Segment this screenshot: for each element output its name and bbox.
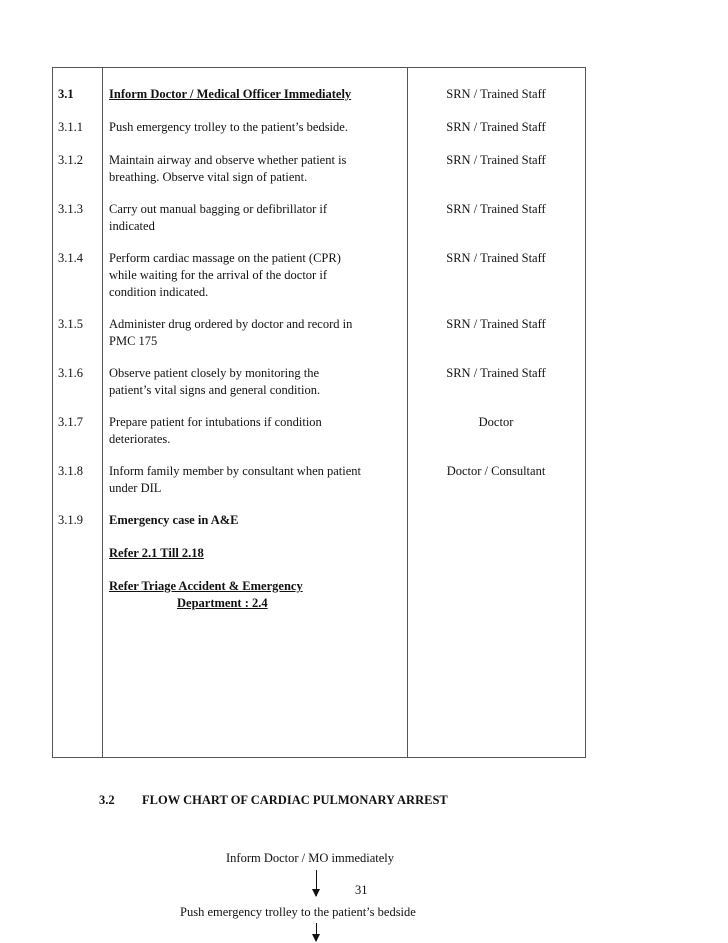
- row-responsible: SRN / Trained Staff: [446, 120, 546, 134]
- refer-note: Department : 2.4: [177, 596, 268, 610]
- row-number: 3.1.9: [58, 513, 83, 527]
- table-border-col1: [102, 67, 103, 758]
- row-description: Prepare patient for intubations if condition: [109, 415, 322, 429]
- row-description: Inform Doctor / Medical Officer Immediately: [109, 87, 352, 101]
- row-description: PMC 175: [109, 334, 158, 348]
- row-description: condition indicated.: [109, 285, 209, 299]
- table-border-col2: [407, 67, 408, 758]
- down-arrow-icon: [316, 923, 317, 941]
- row-responsible: Doctor / Consultant: [446, 464, 546, 478]
- row-description: under DIL: [109, 481, 162, 495]
- table-border-top: [52, 67, 586, 68]
- refer-note: Refer 2.1 Till 2.18: [109, 546, 204, 560]
- table-border-bottom: [52, 757, 586, 758]
- row-description: while waiting for the arrival of the doctor if: [109, 268, 327, 282]
- section-number: 3.2: [99, 793, 115, 807]
- row-description: Administer drug ordered by doctor and record in: [109, 317, 353, 331]
- page-number: 31: [355, 883, 368, 897]
- row-description: Push emergency trolley to the patient’s bedside.: [109, 120, 348, 134]
- row-description: indicated: [109, 219, 155, 233]
- row-number: 3.1.3: [58, 202, 83, 216]
- row-responsible: SRN / Trained Staff: [446, 87, 546, 101]
- row-number: 3.1.7: [58, 415, 83, 429]
- row-number: 3.1.4: [58, 251, 83, 265]
- row-responsible: SRN / Trained Staff: [446, 202, 546, 216]
- down-arrow-icon: [316, 870, 317, 896]
- row-number: 3.1.8: [58, 464, 83, 478]
- table-border-right: [585, 67, 586, 758]
- row-responsible: SRN / Trained Staff: [446, 366, 546, 380]
- flow-step-2: Push emergency trolley to the patient’s bedside: [180, 905, 416, 919]
- row-number: 3.1: [58, 87, 74, 101]
- row-description: patient’s vital signs and general condition.: [109, 383, 321, 397]
- row-description: Maintain airway and observe whether patient is: [109, 153, 347, 167]
- row-description: Perform cardiac massage on the patient (CPR): [109, 251, 341, 265]
- row-description: Carry out manual bagging or defibrillator if: [109, 202, 327, 216]
- row-description: breathing. Observe vital sign of patient.: [109, 170, 308, 184]
- row-number: 3.1.6: [58, 366, 83, 380]
- row-responsible: SRN / Trained Staff: [446, 153, 546, 167]
- refer-note: Refer Triage Accident & Emergency: [109, 579, 303, 593]
- section-title: FLOW CHART OF CARDIAC PULMONARY ARREST: [142, 793, 448, 807]
- row-description: Emergency case in A&E: [109, 513, 239, 527]
- row-number: 3.1.5: [58, 317, 83, 331]
- row-description: Inform family member by consultant when patient: [109, 464, 362, 478]
- table-border-left: [52, 67, 53, 758]
- row-number: 3.1.2: [58, 153, 83, 167]
- row-description: deteriorates.: [109, 432, 171, 446]
- row-responsible: SRN / Trained Staff: [446, 251, 546, 265]
- row-number: 3.1.1: [58, 120, 83, 134]
- row-responsible: SRN / Trained Staff: [446, 317, 546, 331]
- flow-step-1: Inform Doctor / MO immediately: [226, 851, 395, 865]
- row-description: Observe patient closely by monitoring the: [109, 366, 320, 380]
- row-responsible: Doctor: [478, 415, 514, 429]
